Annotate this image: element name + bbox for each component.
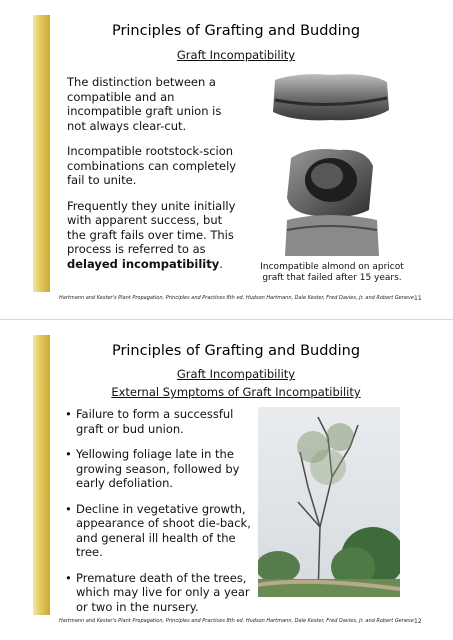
slide-footer: [59, 618, 422, 625]
paragraph: The distinction between a compatible and an incompatible graft union is not always clear-cut.: [67, 75, 222, 133]
paragraph: Frequently they unite initially with apparent success, but the graft fails over time. This process is referred to as delayed incompatibility.: [67, 198, 236, 271]
list-item: • Failure to form a successful graft or bud union.: [63, 407, 253, 436]
slide-2: [33, 335, 422, 625]
list-item: • Premature death of the trees, which may live for only a year or two in the nursery.: [63, 571, 253, 615]
declining-tree-photo: [258, 407, 400, 597]
slide-subtitle: Graft Incompatibility: [176, 48, 296, 62]
slide-footer: [59, 295, 422, 302]
bullet-list: [63, 407, 253, 625]
citation: Hartmann and Kester's Plant Propagation, Principles and Practices 8th ed. Hudson Hartmann, Dale Kester, Fred Davies, Jr. and Robert Geneve: [59, 295, 415, 301]
list-item: • Decline in vegetative growth, appearance of shoot die-back, and general ill health of the tree.: [63, 502, 253, 560]
slide-subtitle: Graft Incompatibility: [176, 367, 296, 381]
page-number: 11: [414, 295, 422, 302]
page-number: 12: [414, 618, 422, 625]
graft-union-photo: [269, 70, 394, 258]
emphasis-term: delayed incompatibility: [67, 256, 220, 271]
slide-title: Principles of Grafting and Budding: [111, 343, 361, 359]
slide-title: Principles of Grafting and Budding: [111, 23, 361, 39]
list-item: • Yellowing foliage late in the growing season, followed by early defoliation.: [63, 447, 253, 491]
gold-accent-bar: [33, 335, 50, 615]
slide-1: [33, 15, 422, 302]
citation: Hartmann and Kester's Plant Propagation, Principles and Practices 8th ed. Hudson Hartmann, Dale Kester, Fred Davies, Jr. and Robert Geneve: [59, 618, 415, 624]
gold-accent-bar: [33, 15, 50, 292]
photo-caption: Incompatible almond on apricot graft that failed after 15 years.: [260, 262, 404, 283]
slide-body: [67, 75, 237, 282]
page-divider: [0, 319, 453, 320]
paragraph: Incompatible rootstock-scion combinations can completely fail to unite.: [67, 144, 237, 187]
slide-subtitle-2: External Symptoms of Graft Incompatibility: [111, 385, 361, 399]
